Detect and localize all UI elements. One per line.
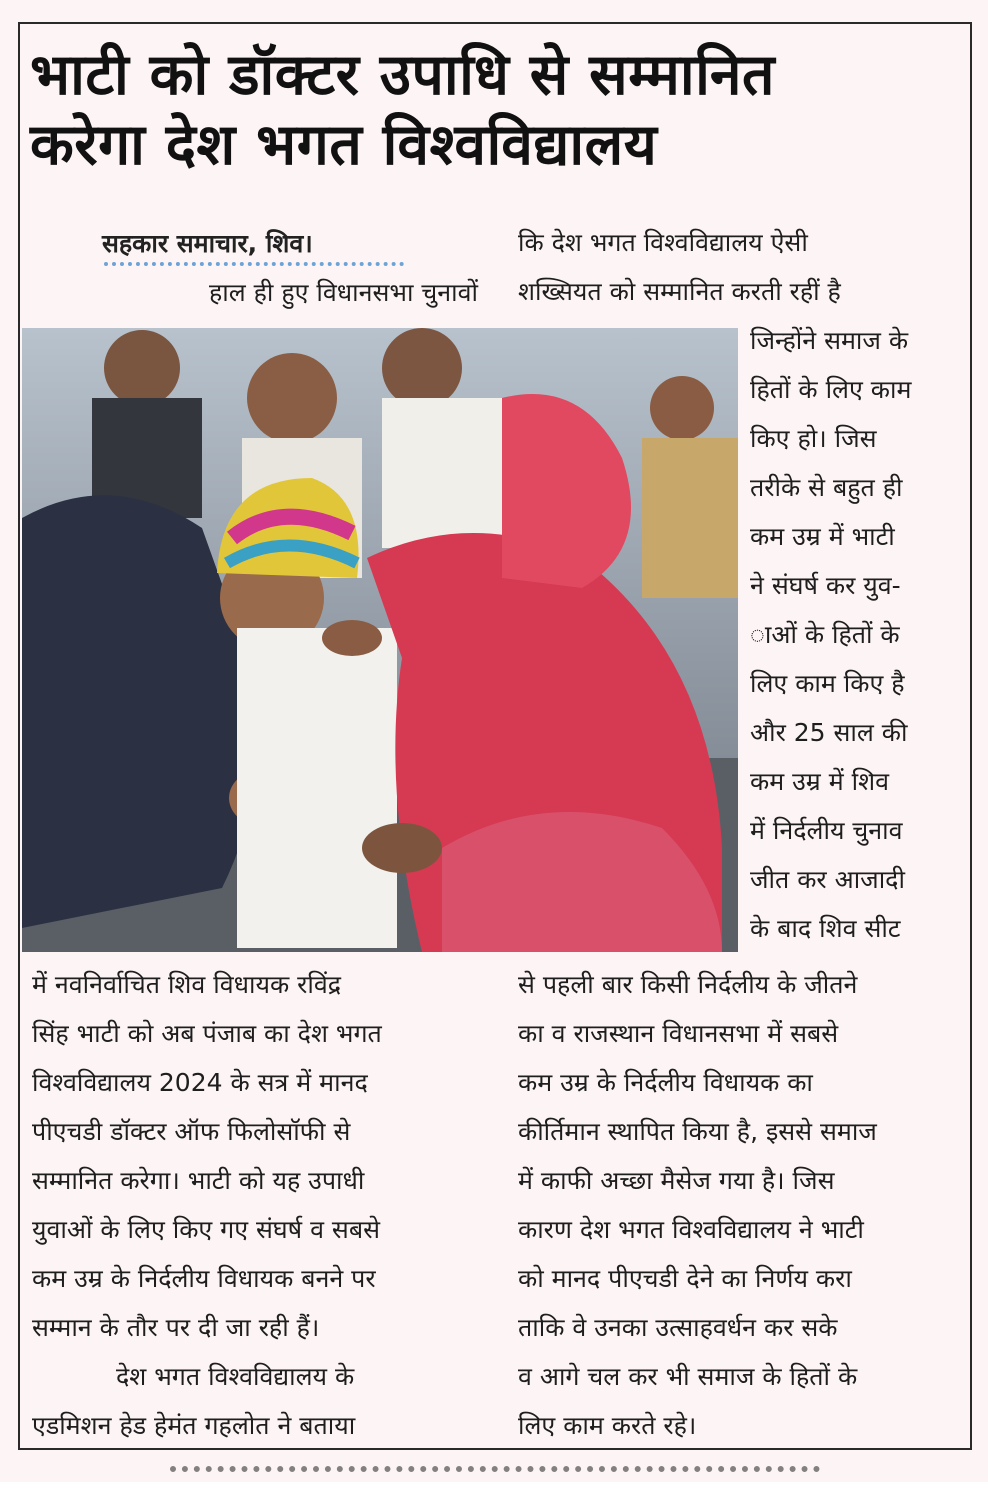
- text-line: जिन्होंने समाज के: [750, 326, 909, 355]
- text-line: कम उम्र में भाटी: [750, 522, 895, 551]
- text-line: किए हो। जिस: [750, 424, 877, 453]
- text-line: कम उम्र के निर्दलीय विधायक बनने पर: [32, 1264, 376, 1293]
- left-column-top: [118, 268, 478, 317]
- cut-off-next-headline: [170, 1466, 820, 1488]
- text-line: पीएचडी डॉक्टर ऑफ फिलोसॉफी से: [32, 1117, 351, 1146]
- text-line: कीर्तिमान स्थापित किया है, इससे समाज: [518, 1117, 877, 1146]
- right-column-top: [518, 218, 960, 316]
- text-line: कि देश भगत विश्वविद्यालय ऐसी: [518, 228, 808, 257]
- text-line: शख्सियत को सम्मानित करती रहीं है: [518, 277, 841, 306]
- text-line: को मानद पीएचडी देने का निर्णय करा: [518, 1264, 852, 1293]
- text-line: और 25 साल की: [750, 718, 908, 747]
- text-line: कम उम्र के निर्दलीय विधायक का: [518, 1068, 813, 1097]
- right-column-bottom: [518, 960, 960, 1450]
- photo-illustration: [22, 328, 738, 952]
- text-line: में निर्दलीय चुनाव: [750, 816, 903, 845]
- text-line: सम्मानित करेगा। भाटी को यह उपाधी: [32, 1166, 365, 1195]
- text-line: एडमिशन हेड हेमंत गहलोत ने बताया: [32, 1411, 356, 1440]
- headline-line-2: करेगा देश भगत विश्वविद्यालय: [30, 112, 658, 178]
- text-line: में नवनिर्वाचित शिव विधायक रविंद्र: [32, 970, 342, 999]
- text-line: सम्मान के तौर पर दी जा रही हैं।: [32, 1313, 320, 1342]
- text-line: व आगे चल कर भी समाज के हितों के: [518, 1362, 858, 1391]
- text-line: कम उम्र में शिव: [750, 767, 889, 796]
- text-line: कारण देश भगत विश्वविद्यालय ने भाटी: [518, 1215, 864, 1244]
- text-line: हाल ही हुए विधानसभा चुनावों: [209, 278, 478, 307]
- text-line: के बाद शिव सीट: [750, 914, 901, 943]
- byline-underline: [104, 262, 404, 266]
- text-line: लिए काम किए है: [750, 669, 905, 698]
- byline: सहकार समाचार, शिव।: [102, 229, 313, 258]
- text-line: विश्वविद्यालय 2024 के सत्र में मानद: [32, 1068, 368, 1097]
- text-line: युवाओं के लिए किए गए संघर्ष व सबसे: [32, 1215, 381, 1244]
- text-line: का व राजस्थान विधानसभा में सबसे: [518, 1019, 839, 1048]
- left-column-bottom: [32, 960, 476, 1450]
- text-line: ाओं के हितों के: [750, 620, 900, 649]
- text-line: ने संघर्ष कर युव-: [750, 571, 901, 600]
- text-line: से पहली बार किसी निर्दलीय के जीतने: [518, 970, 858, 999]
- news-photo: [22, 328, 738, 952]
- text-line: सिंह भाटी को अब पंजाब का देश भगत: [32, 1019, 382, 1048]
- headline-line-1: भाटी को डॉक्टर उपाधि से सम्मानित: [30, 42, 775, 108]
- text-line: लिए काम करते रहे।: [518, 1411, 697, 1440]
- text-line: देश भगत विश्वविद्यालय के: [116, 1362, 355, 1391]
- text-line: ताकि वे उनका उत्साहवर्धन कर सके: [518, 1313, 838, 1342]
- text-line: में काफी अच्छा मैसेज गया है। जिस: [518, 1166, 835, 1195]
- text-line: तरीके से बहुत ही: [750, 473, 903, 502]
- right-column-side: [750, 316, 960, 953]
- text-line: हितों के लिए काम: [750, 375, 912, 404]
- text-line: जीत कर आजादी: [750, 865, 905, 894]
- headline: [30, 40, 960, 180]
